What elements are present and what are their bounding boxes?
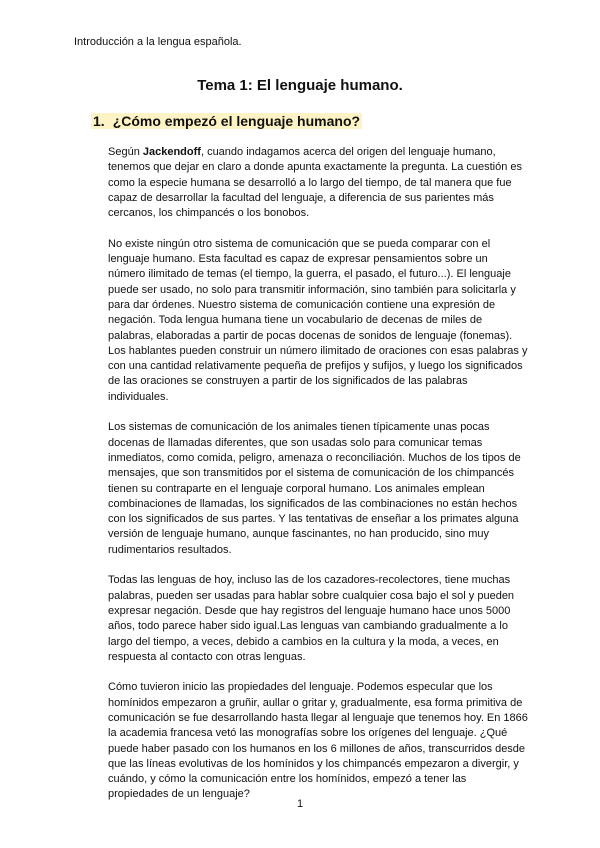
- section-heading: [91, 113, 362, 129]
- paragraph: Según Jackendoff, cuando indagamos acerca del origen del lenguaje humano, tenemos que dejar en claro a donde apunta exactamente la pregunta. La cuestión es como la especie humana se desarrolló a lo largo del tiempo, de tal manera que fue capaz de desarrollar la facultad del lenguaje, a diferencia de sus parientes más cercanos, los chimpancés o los bonobos.: [108, 146, 523, 220]
- paragraph: Cómo tuvieron inicio las propiedades del lenguaje. Podemos especular que los homínidos empezaron a gruñir, aullar o gritar y, gradualmente, esa forma primitiva de comunicación se fue desarrollando hasta llegar al lenguaje que tenemos hoy. En 1866 la academia francesa vetó las monografías sobre los orígenes del lenguaje. ¿Qué puede haber pasado con los humanos en los 6 millones de años, transcurridos desde que las líneas evolutivas de los homínidos y los chimpancés empezaron a divergir, y cuándo, y cómo la comunicación entre los homínidos, empezó a tener las propiedades de un lenguaje?: [108, 681, 528, 801]
- paragraph: Los sistemas de comunicación de los animales tienen típicamente unas pocas docenas de llamadas diferentes, que son usadas solo para comunicar temas inmediatos, como comida, peligro, amenaza o reconciliación. Muchos de los tipos de mensajes, que son transmitidos por el sistema de comunicación de los chimpancés tienen su contraparte en el lenguaje corporal humano. Los animales emplean combinaciones de llamadas, los significados de las combinaciones no están hechos con los significados de sus partes. Y las tentativas de enseñar a los primates alguna versión de lenguaje humano, aunque fascinantes, no han producido, sino muy rudimentarios resultados.: [108, 421, 521, 556]
- section-number: 1.: [93, 113, 105, 129]
- section-title: ¿Cómo empezó el lenguaje humano?: [112, 113, 361, 129]
- author-name: Jackendoff: [142, 146, 201, 158]
- page-number: 1: [296, 798, 304, 810]
- paragraph: No existe ningún otro sistema de comunicación que se pueda comparar con el lenguaje humano. Esta facultad es capaz de expresar pensamientos sobre un número ilimitado de temas (el tiempo, la guerra, el pasado, el futuro...). El lenguaje puede ser usado, no solo para transmitir información, sino también para solicitarla y para dar órdenes. Nuestro sistema de comunicación contiene una expresión de negación. Toda lengua humana tiene un vocabulario de decenas de miles de palabras, elaboradas a partir de pocas docenas de sonidos de lenguaje (fonemas). Los hablantes pueden construir un número ilimitado de oraciones con esas palabras y con una cantidad relativamente pequeña de prefijos y sufijos, y luego los significados de las oraciones se construyen a partir de los significados de las palabras individuales.: [108, 237, 528, 403]
- paragraph: Todas las lenguas de hoy, incluso las de los cazadores-recolectores, tiene muchas palabras, pueden ser usadas para hablar sobre cualquier cosa bajo el sol y pueden expresar negación. Desde que hay registros del lenguaje humano hace unos 5000 años, todo parece haber sido igual.Las lenguas van cambiando gradualmente a lo largo del tiempo, a veces, debido a cambios en la cultura y la moda, a veces, en respuesta al contacto con otras lenguas.: [108, 574, 515, 663]
- document-title: Tema 1: El lenguaje humano.: [197, 77, 403, 94]
- running-header: Introducción a la lengua española.: [74, 36, 242, 48]
- body-text: [108, 145, 528, 818]
